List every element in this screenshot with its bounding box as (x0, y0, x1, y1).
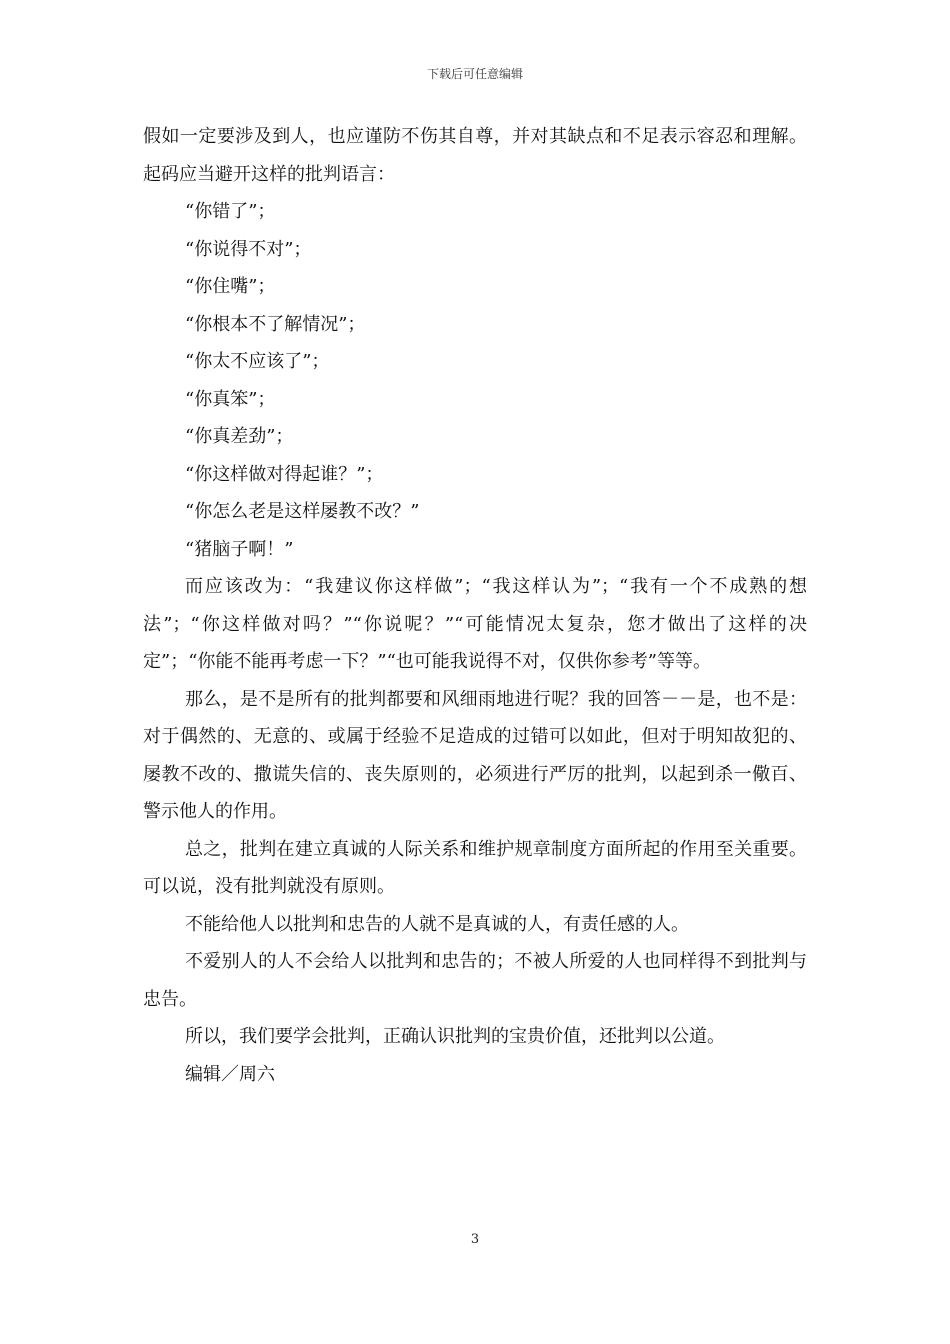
quote-line: “你真笨”； (185, 388, 276, 410)
page-number: 3 (470, 1232, 480, 1247)
page-header: 下载后可任意编辑 (426, 67, 523, 81)
paragraph: 不爱别人的人不会给人以批判和忠告的；不被人所爱的人也同样得不到批判与忠告。 (143, 951, 807, 1010)
quote-line: “你根本不了解情况”； (185, 313, 366, 335)
quote-line: “你这样做对得起谁？”； (185, 463, 384, 485)
paragraph: 而应该改为：“我建议你这样做”；“我这样认为”；“我有一个不成熟的想法”；“你这样做对吗？”“你说呢？”“可能情况太复杂，您才做出了这样的决定”；“你能不能再考虑一下？”“也可能我说得不对，仅供你参考”等等。 (143, 576, 807, 672)
quote-line: “你真差劲”； (185, 426, 294, 447)
paragraph: 所以，我们要学会批判，正确认识批判的宝贵价值，还批判以公道。 (185, 1026, 725, 1047)
quote-line: “你太不应该了”； (185, 351, 330, 372)
quote-line: “猪脑子啊！” (185, 538, 294, 560)
quote-line: “你说得不对”； (185, 238, 312, 260)
paragraph: 不能给他人以批判和忠告的人就不是真诚的人，有责任感的人。 (185, 913, 689, 935)
paragraph: 假如一定要涉及到人，也应谨防不伤其自尊，并对其缺点和不足表示容忍和理解。起码应当避开这样的批判语言： (143, 126, 807, 185)
editor-credit: 编辑／周六 (185, 1063, 275, 1085)
quote-line: “你怎么老是这样屡教不改？” (185, 501, 420, 522)
paragraph: 总之，批判在建立真诚的人际关系和维护规章制度方面所起的作用至关重要。可以说，没有批判就没有原则。 (143, 838, 807, 897)
paragraph: 那么，是不是所有的批判都要和风细雨地进行呢？我的回答－－是，也不是：对于偶然的、无意的、或属于经验不足造成的过错可以如此，但对于明知故犯的、屡教不改的、撒谎失信的、丧失原则的，必须进行严厉的批判，以起到杀一儆百、警示他人的作用。 (143, 688, 807, 822)
quote-line: “你错了”； (185, 201, 276, 222)
quote-line: “你住嘴”； (185, 276, 276, 297)
document-body (143, 118, 807, 1093)
